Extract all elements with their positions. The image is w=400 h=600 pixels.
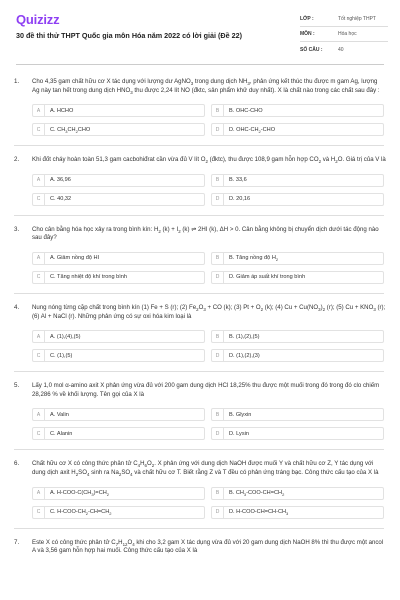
option-text: C. Tăng nhiệt độ khí trong bình — [50, 274, 128, 281]
question-text: Khi đốt cháy hoàn toàn 51,3 gam cacbohiđrat cần vừa đủ V lít $O_2$ (đktc), thu được 108,9 gam hỗn hợp $CO_2$ và $H_2O$. Giá trị của V là — [32, 156, 386, 165]
meta-table — [300, 12, 388, 57]
answer-option-a[interactable] — [32, 252, 205, 265]
question-number: 4. — [14, 303, 20, 311]
meta-label-question-count: SỐ CÂU : — [300, 46, 323, 53]
answer-option-b[interactable] — [211, 408, 384, 421]
option-letter-badge: D — [212, 272, 224, 283]
option-letter-badge: B — [212, 409, 224, 420]
answer-option-d[interactable] — [211, 349, 384, 362]
document-title: 30 đề thi thử THPT Quốc gia môn Hóa năm 2022 có lời giải (Đề 22) — [16, 31, 242, 40]
question-text: Nung nóng từng cặp chất trong bình kín (1) Fe + S (r); (2) $Fe_2O_3$ + CO (k); (3) $Pt + O_2$ (k); (4) $Cu + Cu(NO_3)_2$ (r); (5) $Cu + KNO_3$ (r); (6) Al + NaCl (r). Những phản ứng có sự oxi hóa kim loại là — [32, 303, 386, 320]
option-letter-badge: A — [33, 409, 45, 420]
meta-label-class: LỚP : — [300, 16, 314, 22]
meta-value-question-count: 40 — [338, 46, 344, 53]
meta-label-subject: MÔN : — [300, 31, 315, 37]
option-letter-badge: B — [212, 253, 224, 264]
answer-option-c[interactable] — [32, 123, 205, 136]
answer-option-d[interactable] — [211, 427, 384, 440]
option-text: C. 40,32 — [50, 196, 72, 203]
answer-option-a[interactable] — [32, 174, 205, 187]
option-text: D. 20,16 — [229, 196, 251, 203]
question-4 — [0, 304, 400, 362]
option-text: A. HCHO — [50, 107, 74, 114]
option-text: A. Giảm nồng độ HI — [50, 255, 100, 262]
question-text: Cho 4,35 gam chất hữu cơ X tác dụng với lượng dư AgNO$_3$ trong dung dịch $NH_3$, phản ứng kết thúc thu được m gam Ag, lượng Ag này tan hết trong dung dịch $HNO_3$ thu được 2,24 lít NO (đktc, sản phẩm khử duy nhất). X là chất nào trong các chất sau đây : — [32, 78, 380, 95]
meta-row-class — [300, 12, 388, 27]
question-divider — [14, 293, 384, 294]
option-letter-badge: A — [33, 105, 45, 116]
answer-option-b[interactable] — [211, 104, 384, 117]
option-text: D. OHC-$CH_2$-CHO — [229, 126, 276, 134]
option-letter-badge: A — [33, 175, 45, 186]
option-letter-badge: D — [212, 194, 224, 205]
option-text: B. 33,6 — [229, 177, 247, 184]
option-letter-badge: C — [33, 194, 45, 205]
answer-option-a[interactable] — [32, 487, 205, 500]
option-letter-badge: A — [33, 488, 45, 499]
option-letter-badge: D — [212, 350, 224, 361]
question-5 — [0, 382, 400, 440]
answer-options — [32, 408, 384, 440]
option-letter-badge: C — [33, 507, 45, 518]
option-letter-badge: D — [212, 428, 224, 439]
answer-option-c[interactable] — [32, 427, 205, 440]
answer-option-d[interactable] — [211, 271, 384, 284]
answer-option-a[interactable] — [32, 408, 205, 421]
option-text: B. $CH_3-COO-CH=CH_2$ — [229, 490, 285, 498]
question-text: Cho cân bằng hóa học xảy ra trong bình kín: $H_2$ $(k) + I_2$ (k) ⇌ 2HI (k), ΔH > 0. Cân bằng không bị chuyển dịch dưới tác động nào sau đây? — [32, 225, 379, 242]
answer-option-d[interactable] — [211, 193, 384, 206]
option-text: C. (1),(5) — [50, 352, 73, 359]
answer-options — [32, 252, 384, 284]
option-text: C. Alanin — [50, 430, 73, 437]
option-text: D. Giảm áp suất khí trong bình — [229, 274, 306, 281]
question-list — [0, 78, 400, 556]
option-letter-badge: C — [33, 350, 45, 361]
answer-option-c[interactable] — [32, 506, 205, 519]
option-text: B. Glyxin — [229, 411, 252, 418]
answer-option-b[interactable] — [211, 330, 384, 343]
option-letter-badge: C — [33, 428, 45, 439]
header-divider — [16, 64, 384, 65]
option-letter-badge: A — [33, 331, 45, 342]
question-number: 3. — [14, 225, 20, 233]
option-text: A. (1),(4),(5) — [50, 333, 81, 340]
option-text: D. $H-COO-CH=CH-CH_3$ — [229, 509, 289, 517]
option-letter-badge: C — [33, 272, 45, 283]
meta-row-subject — [300, 27, 388, 42]
option-letter-badge: B — [212, 175, 224, 186]
answer-option-b[interactable] — [211, 174, 384, 187]
question-3 — [0, 226, 400, 284]
option-text: B. OHC-CHO — [229, 107, 263, 114]
question-divider — [14, 371, 384, 372]
question-divider — [14, 449, 384, 450]
question-divider — [14, 528, 384, 529]
answer-option-c[interactable] — [32, 193, 205, 206]
answer-options — [32, 487, 384, 519]
option-letter-badge: B — [212, 488, 224, 499]
question-6 — [0, 460, 400, 518]
question-7 — [0, 539, 400, 556]
question-2 — [0, 156, 400, 206]
question-text: Este X có công thức phân tử $C_7H_{12}O_4$ khi cho 3,2 gam X tác dụng vừa đủ với 20 gam dung dịch NaOH 8% thì thu được một ancol A và 3,56 gam hỗn hợp hai muối. Công thức cấu tạo của X là — [32, 538, 384, 555]
meta-value-subject: Hóa học — [338, 31, 357, 37]
option-text: A. 36,96 — [50, 177, 71, 184]
question-number: 6. — [14, 460, 20, 468]
meta-value-class: Tốt nghiệp THPT — [338, 16, 376, 22]
question-number: 1. — [14, 78, 20, 85]
option-letter-badge: B — [212, 105, 224, 116]
option-letter-badge: D — [212, 507, 224, 518]
option-text: B. Tăng nồng độ $H_2$ — [229, 255, 279, 263]
option-text: D. (1),(2),(3) — [229, 352, 260, 359]
option-text: D. Lysin — [229, 430, 249, 437]
question-number: 2. — [14, 156, 20, 164]
option-text: C. $H-COO-CH_2-CH=CH_2$ — [50, 509, 112, 517]
option-text: B. (1),(2),(5) — [229, 333, 260, 340]
answer-option-b[interactable] — [211, 252, 384, 265]
quizizz-logo: Quizizz — [16, 12, 60, 27]
answer-option-d[interactable] — [211, 123, 384, 136]
question-divider — [14, 215, 384, 216]
option-text: A. $H-COO-C(CH_3)=CH_2$ — [50, 490, 110, 498]
question-number: 7. — [14, 538, 20, 546]
answer-option-c[interactable] — [32, 271, 205, 284]
option-text: A. Valin — [50, 411, 69, 418]
meta-row-question-count — [300, 42, 388, 57]
question-text: Lấy 1,0 mol α-amino axit X phản ứng vừa đủ với 200 gam dung dịch HCl 18,25% thu được một muối trong đó trong đó clo chiếm 28,286 % về khối lượng. Tên gọi của X là — [32, 382, 380, 398]
question-text: Chất hữu cơ X có công thức phân tử $C_4H_6O_2$. X phản ứng với dung dịch NaOH được muối Y và chất hữu cơ Z, Y tác dụng với dung dịch axit $H_2SO_4$ sinh ra $Na_2SO_4$ và chất hữu cơ T. Biết rằng Z và T đều có phản ứng tráng bạc. Công thức cấu tạo của X là — [32, 460, 379, 478]
answer-options — [32, 174, 384, 206]
option-text: C. $CH_3CH_2CHO$ — [50, 126, 91, 134]
option-letter-badge: B — [212, 331, 224, 342]
answer-option-d[interactable] — [211, 506, 384, 519]
answer-option-b[interactable] — [211, 487, 384, 500]
question-number: 5. — [14, 382, 20, 390]
answer-options — [32, 330, 384, 362]
option-letter-badge: D — [212, 124, 224, 135]
answer-option-a[interactable] — [32, 330, 205, 343]
answer-option-a[interactable] — [32, 104, 205, 117]
answer-options — [32, 104, 384, 136]
option-letter-badge: A — [33, 253, 45, 264]
question-1 — [0, 78, 400, 136]
question-divider — [14, 145, 384, 146]
option-letter-badge: C — [33, 124, 45, 135]
answer-option-c[interactable] — [32, 349, 205, 362]
